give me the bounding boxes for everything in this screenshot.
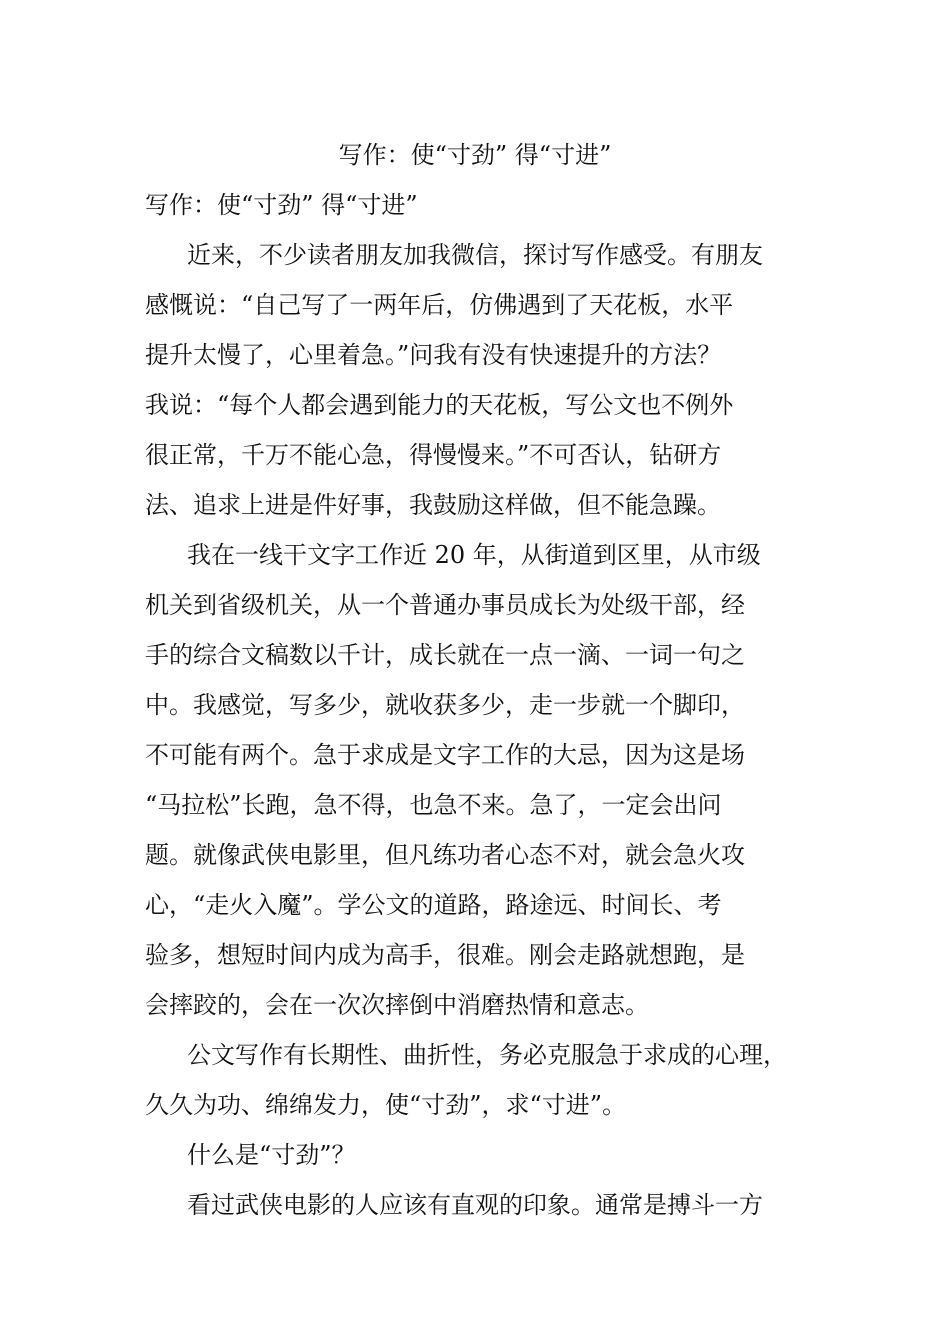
document-body [145,180,815,1230]
paragraph-line: 题。就像武侠电影里，但凡练功者心态不对，就会急火攻 [145,841,745,869]
paragraph-line: 手的综合文稿数以千计，成长就在一点一滴、一词一句之 [145,641,745,669]
subtitle-line: 写作：使“寸劲” 得“寸进” [145,191,418,219]
paragraph-line: 很正常，千万不能心急，得慢慢来。”不可否认，钻研方 [145,441,722,469]
paragraph-line: 感慨说：“自己写了一两年后，仿佛遇到了天花板，水平 [145,291,734,319]
paragraph-line: 提升太慢了，心里着急。”问我有没有快速提升的方法？ [145,341,722,369]
paragraph-line: 公文写作有长期性、曲折性，务必克服急于求成的心理， [187,1041,787,1069]
paragraph-line: 近来，不少读者朋友加我微信，探讨写作感受。有朋友 [187,241,763,269]
paragraph-line: 什么是“寸劲”？ [187,1141,356,1169]
paragraph-line: 不可能有两个。急于求成是文字工作的大忌，因为这是场 [145,741,745,769]
paragraph-line: 我说：“每个人都会遇到能力的天花板，写公文也不例外 [145,391,734,419]
paragraph-line: 久久为功、绵绵发力，使“寸劲”，求“寸进”。 [145,1091,627,1119]
paragraph-line: 机关到省级机关，从一个普通办事员成长为处级干部，经 [145,591,745,619]
paragraph-line: 验多，想短时间内成为高手，很难。刚会走路就想跑，是 [145,941,745,969]
paragraph-line: 法、追求上进是件好事，我鼓励这样做，但不能急躁。 [145,491,721,519]
document-title: 写作：使“寸劲” 得“寸进” [338,141,612,169]
paragraph-line: 看过武侠电影的人应该有直观的印象。通常是搏斗一方 [187,1191,763,1219]
paragraph-line: “马拉松”长跑，急不得，也急不来。急了，一定会出问 [145,791,722,819]
paragraph-line: 心，“走火入魔”。学公文的道路，路途远、时间长、考 [145,891,722,919]
paragraph-line: 中。我感觉，写多少，就收获多少，走一步就一个脚印， [145,691,745,719]
paragraph-line: 我在一线干文字工作近 20 年，从街道到区里，从市级 [187,541,761,569]
paragraph-line: 会摔跤的，会在一次次摔倒中消磨热情和意志。 [145,991,649,1019]
